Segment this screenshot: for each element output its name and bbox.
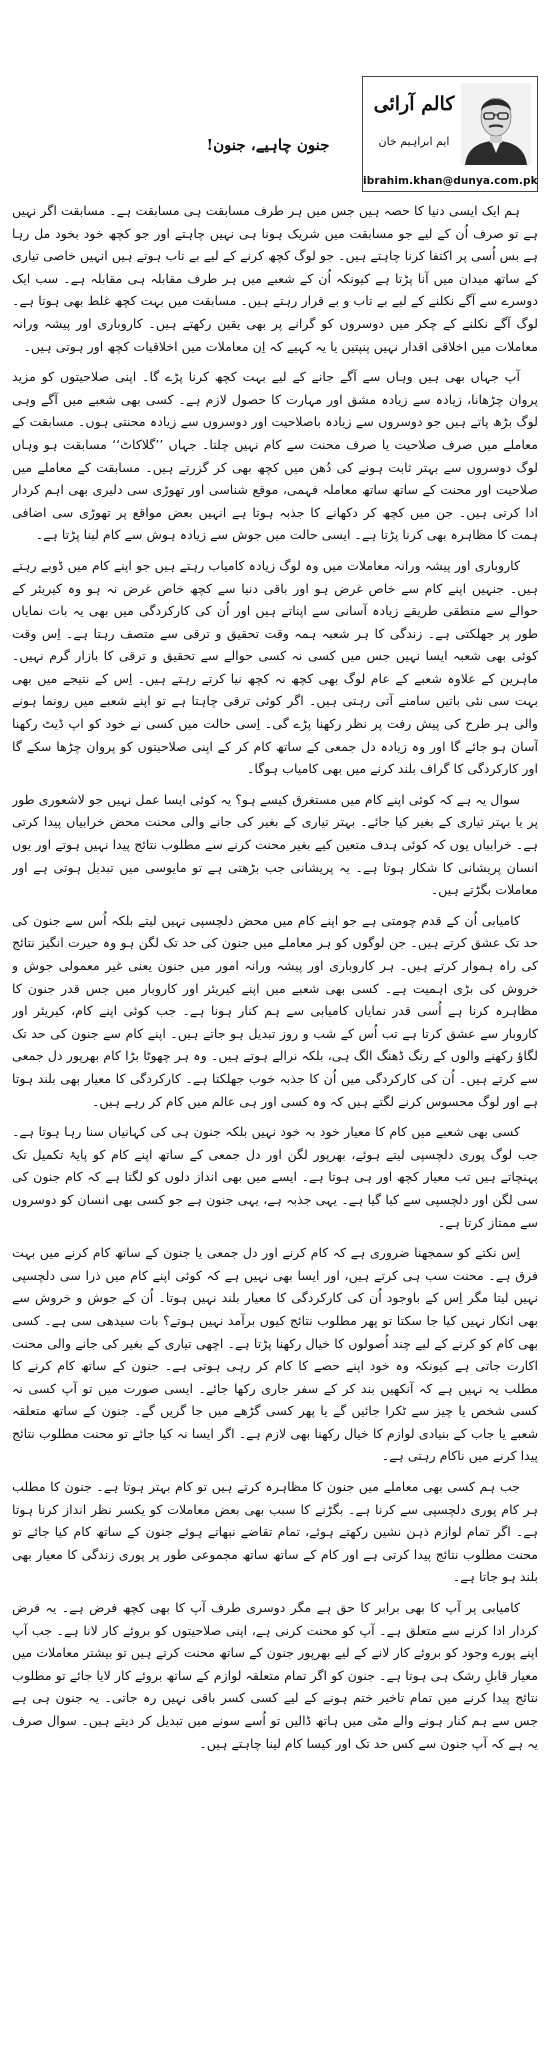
paragraph-3: کاروباری اور پیشہ ورانہ معاملات میں وہ لوگ زیادہ کامیاب رہتے ہیں جو اپنے کام میں ڈوبے رہتے ہیں۔ جنہیں اپنے کام سے خاص غرض ہو اور باقی دنیا سے کچھ خاص غرض نہ ہو وہ کیریئر کے حوالے سے منطقی طریقے زیادہ آسانی سے اپناتے ہیں اور اُن کی کارکردگی میں بھی یہ بات نمایاں طور پر جھلکتی ہے۔ زندگی کا ہر شعبہ ہمہ وقت تحقیق و ترقی سے متصف رہتا ہے۔ اِس وقت کوئی بھی شعبہ ایسا نہیں جس میں کسی نہ کسی حوالے سے تحقیق و ترقی کا بازار گرم نہیں۔ ماہرین کے علاوہ شعبے کے عام لوگ بھی کچھ نہ کچھ نیا کرتے رہتے ہیں۔ اِس کے نتیجے میں بھی بہت سی نئی باتیں سامنے آتی رہتی ہیں۔ اگر کوئی ترقی چاہتا ہے تو اپنے شعبے میں رونما ہونے والی ہر طرح کی پیش رفت پر نظر رکھنا پڑے گی۔ اِسی حالت میں کسی نے خود کو اپ ڈیٹ رکھنا آسان ہو جائے گا اور وہ زیادہ دل جمعی کے ساتھ کام کر کے اپنی صلاحیتوں کو پروان چڑھا سکے گا اور کارکردگی کا گراف بلند کرنے میں بھی کامیاب ہوگا۔ [12, 557, 538, 777]
paragraph-1: ہم ایک ایسی دنیا کا حصہ ہیں جس میں ہر طرف مسابقت ہی مسابقت ہے۔ مسابقت اگر نہیں ہے تو صرف اُن کے لیے جو مسابقت میں شریک ہونا ہی نہیں چاہتے اور جو کچھ خود بخود مل رہا ہے بس اُسی پر اکتفا کرنا چاہتے ہیں۔ جو لوگ کچھ کرنے کے لیے بے تاب ہوتے ہیں انہیں خاصی تیاری کے ساتھ میدان میں آنا پڑتا ہے کیونکہ اُن کے شعبے میں ہر طرف مقابلہ ہی مقابلہ ہے۔ سب ایک دوسرے سے آگے نکلنے کے لیے بے تاب و بے قرار رہتے ہیں۔ مسابقت میں بہت کچھ غلط بھی ہوتا ہے۔ لوگ آگے نکلنے کے چکر میں دوسروں کو گرانے پر بھی یقین رکھتے ہیں۔ کاروباری اور پیشہ ورانہ معاملات میں اخلاقی اقدار نہیں پنپتیں یا یہ کہیے کہ اِن معاملات میں اخلاقیات کچھ اور ہوتی ہیں۔ [12, 203, 538, 354]
column-header [362, 76, 538, 192]
article-title: جنون چاہیے، جنون! [206, 136, 330, 154]
article-body [12, 200, 538, 2052]
author-email: ibrahim.khan@dunya.com.pk [363, 175, 538, 187]
paragraph-9: کامیابی پر آپ کا بھی برابر کا حق ہے مگر دوسری طرف آپ کا بھی کچھ فرض ہے۔ یہ فرض کردار ادا کرنے سے متعلق ہے۔ آپ کو محنت کرنی ہے، اپنی صلاحیتوں کو بروئے کار لانا ہے۔ جب آپ اپنے پورے وجود کو بروئے کار لانے کے لیے بھرپور جنون کے ساتھ محنت کرتے ہیں تو بیشتر معاملات میں معیار قابلِ رشک ہی ہوتا ہے۔ جنون کو اگر تمام متعلقہ لوازم کے ساتھ بروئے کار لایا جائے تو مطلوب نتائج پیدا کرنے میں تمام تاخیر ختم ہونے کے لیے کسی کسر باقی نہیں رہ جاتی۔ یہ جنون ہی ہے جس سے ہم کنار ہونے والے مٹی میں ہاتھ ڈالیں تو اُسے سونے میں تبدیل کر دیتے ہیں۔ سوال صرف یہ ہے کہ آپ جنون سے کس حد تک اور کیسا کام لینا چاہتے ہیں۔ [12, 1600, 538, 1751]
paragraph-2: آپ جہاں بھی ہیں وہاں سے آگے جانے کے لیے بہت کچھ کرنا پڑے گا۔ اپنی صلاحیتوں کو مزید پروان چڑھانا، زیادہ سے زیادہ مشق اور مہارت کا حصول لازم ہے۔ کسی بھی شعبے میں آگے وہی لوگ بڑھ پاتے ہیں جو دوسروں سے زیادہ باصلاحیت اور دوسروں سے زیادہ محنتی ہوں۔ مسابقت کے معاملے میں صرف صلاحیت یا صرف محنت سے کام نہیں چلتا۔ جہاں ’’گلاکاٹ‘‘ مسابقت ہو وہاں لوگ دوسروں سے بہتر ثابت ہونے کی دُھن میں کچھ بھی کر گزرتے ہیں۔ مسابقت کے معاملے میں صلاحیت اور محنت کے ساتھ ساتھ معاملہ فہمی، موقع شناسی اور تھوڑی سی دلیری بھی اہم کردار ادا کرتی ہیں۔ جن میں کچھ کر دکھانے کا جذبہ ہوتا ہے انہیں بعض مواقع پر تھوڑی سی اضافی ہمت کا مظاہرہ بھی کرنا پڑتا ہے۔ ایسی حالت میں جوش سے زیادہ ہوش سے کام لینا پڑتا ہے۔ [12, 369, 538, 543]
paragraph-5: کامیابی اُن کے قدم چومتی ہے جو اپنے کام میں محض دلچسپی نہیں لیتے بلکہ اُس سے جنون کی حد تک عشق کرتے ہیں۔ جن لوگوں کو ہر معاملے میں جنون کی حد تک لگن ہو وہ حیرت انگیز نتائج کی راہ ہموار کرتے ہیں۔ ہر کاروباری اور پیشہ ورانہ امور میں جنون یعنی غیر معمولی جوش و خروش کی بڑی اہمیت ہے۔ کسی بھی شعبے میں اپنے کیریئر اور کاروبار میں جس قدر جنون کا مظاہرہ کرنا ہے اُسی قدر نمایاں کامیابی سے ہم کنار ہونا ہے۔ جب کوئی اپنے کام، کیریئر اور کاروبار سے عشق کرتا ہے تب اُس کے شب و روز تبدیل ہو جاتے ہیں۔ اپنے کام سے جنون کی حد تک لگاؤ رکھنے والوں کے رنگ ڈھنگ الگ ہی، بلکہ نرالے ہوتے ہیں۔ وہ ہر چھوٹا بڑا کام بھرپور دل جمعی سے کرتے ہیں۔ اُن کی کارکردگی میں اُن کا جذبہ خوب جھلکتا ہے۔ کارکردگی کا معیار بھی بلند ہوتا ہے اور لوگ محسوس کرنے لگتے ہیں کہ وہ کسی اور ہی عالم میں کام کر رہے ہیں۔ [12, 912, 538, 1109]
paragraph-4: سوال یہ ہے کہ کوئی اپنے کام میں مستغرق کیسے ہو؟ یہ کوئی ایسا عمل نہیں جو لاشعوری طور پر یا بہتر تیاری کے بغیر کیا جائے۔ بہتر تیاری کے بغیر کی جانے والی محنت محض خرابیاں پیدا کرتی ہے۔ خرابیاں یوں کہ کوئی ہدف متعین کیے بغیر محنت کرنے سے مطلوب نتائج پیدا نہیں ہوتے اور یوں انسان پریشانی کا شکار ہوتا ہے۔ یہ پریشانی جب بڑھتی ہے تو مایوسی میں تبدیل ہوتی ہے اور معاملات بگڑتے ہیں۔ [12, 791, 538, 898]
column-name: کالم آرائی [373, 93, 455, 115]
author-portrait [461, 83, 531, 165]
paragraph-6: کسی بھی شعبے میں کام کا معیار خود بہ خود نہیں بلکہ جنون ہی کی کہانیاں سنا رہا ہوتا ہے۔ جب لوگ پوری دلچسپی لیتے ہوئے، بھرپور لگن اور دل جمعی کے ساتھ اپنے کام کو پایۂ تکمیل تک پہنچاتے ہیں تب معیار کچھ اور ہی ہوتا ہے۔ ایسے میں بھی انداز دلوں کو لگتا ہے کہ کام جنون کی سی لگن اور دلچسپی سے کیا گیا ہے۔ یہی جذبہ ہے، یہی جنون ہے جو کسی بھی انسان کو دوسروں سے ممتاز کرتا ہے۔ [12, 1124, 538, 1230]
paragraph-8: جب ہم کسی بھی معاملے میں جنون کا مظاہرہ کرتے ہیں تو کام بہتر ہوتا ہے۔ جنون کا مطلب ہر کام پوری دلچسپی سے کرنا ہے۔ بگڑنے کا سبب بھی بعض معاملات کو یکسر نظر انداز کرنا ہوتا ہے۔ اگر تمام لوازم ذہن نشین رکھتے ہوئے، تمام تقاضے نبھاتے ہوئے جنون کے ساتھ کام کیا جائے تو محنت مطلوب نتائج پیدا کرتی ہے اور کام کے ساتھ ساتھ مجموعی طور پر پوری زندگی کا معیار بھی بلند ہو جاتا ہے۔ [12, 1479, 538, 1585]
author-name: ایم ابراہیم خان [378, 135, 450, 148]
paragraph-7: اِس نکتے کو سمجھنا ضروری ہے کہ کام کرنے اور دل جمعی یا جنون کے ساتھ کام کرنے میں بہت فرق ہے۔ محنت سب ہی کرتے ہیں، اور ایسا بھی نہیں ہے کہ کوئی اپنے کام میں ذرا سی دلچسپی نہیں لیتا مگر اِس کے باوجود اُن کی کارکردگی کا معیار بلند نہیں ہوتا۔ اُن کے جوش و خروش سے بھی انکار نہیں کیا جا سکتا تو پھر مطلوب نتائج کیوں برآمد نہیں ہوتے؟ بات سیدھی سی ہے۔ کسی بھی کام کو کرنے کے لیے چند اُصولوں کا خیال رکھنا پڑتا ہے۔ اچھی تیاری کے بغیر کی جانے والی محنت اکارت جاتی ہے کیونکہ وہ خود اپنے حصے کا کام کر رہی ہوتی ہے۔ جنون کے ساتھ کام کرنے کا مطلب یہ نہیں ہے کہ آنکھیں بند کر کے سفر جاری رکھا جائے۔ ایسی صورت میں تو آپ کسی نہ کسی شخص یا چیز سے ٹکرا جائیں گے یا پھر کسی گڑھے میں جا گریں گے۔ جنون کے ساتھ متعلقہ شعبے یا جاب کے بنیادی لوازم کا خیال رکھنا بھی لازم ہے۔ اگر ایسا نہ کیا جائے تو محنت مطلوب نتائج پیدا کرنے میں ناکام رہتی ہے۔ [12, 1245, 538, 1464]
